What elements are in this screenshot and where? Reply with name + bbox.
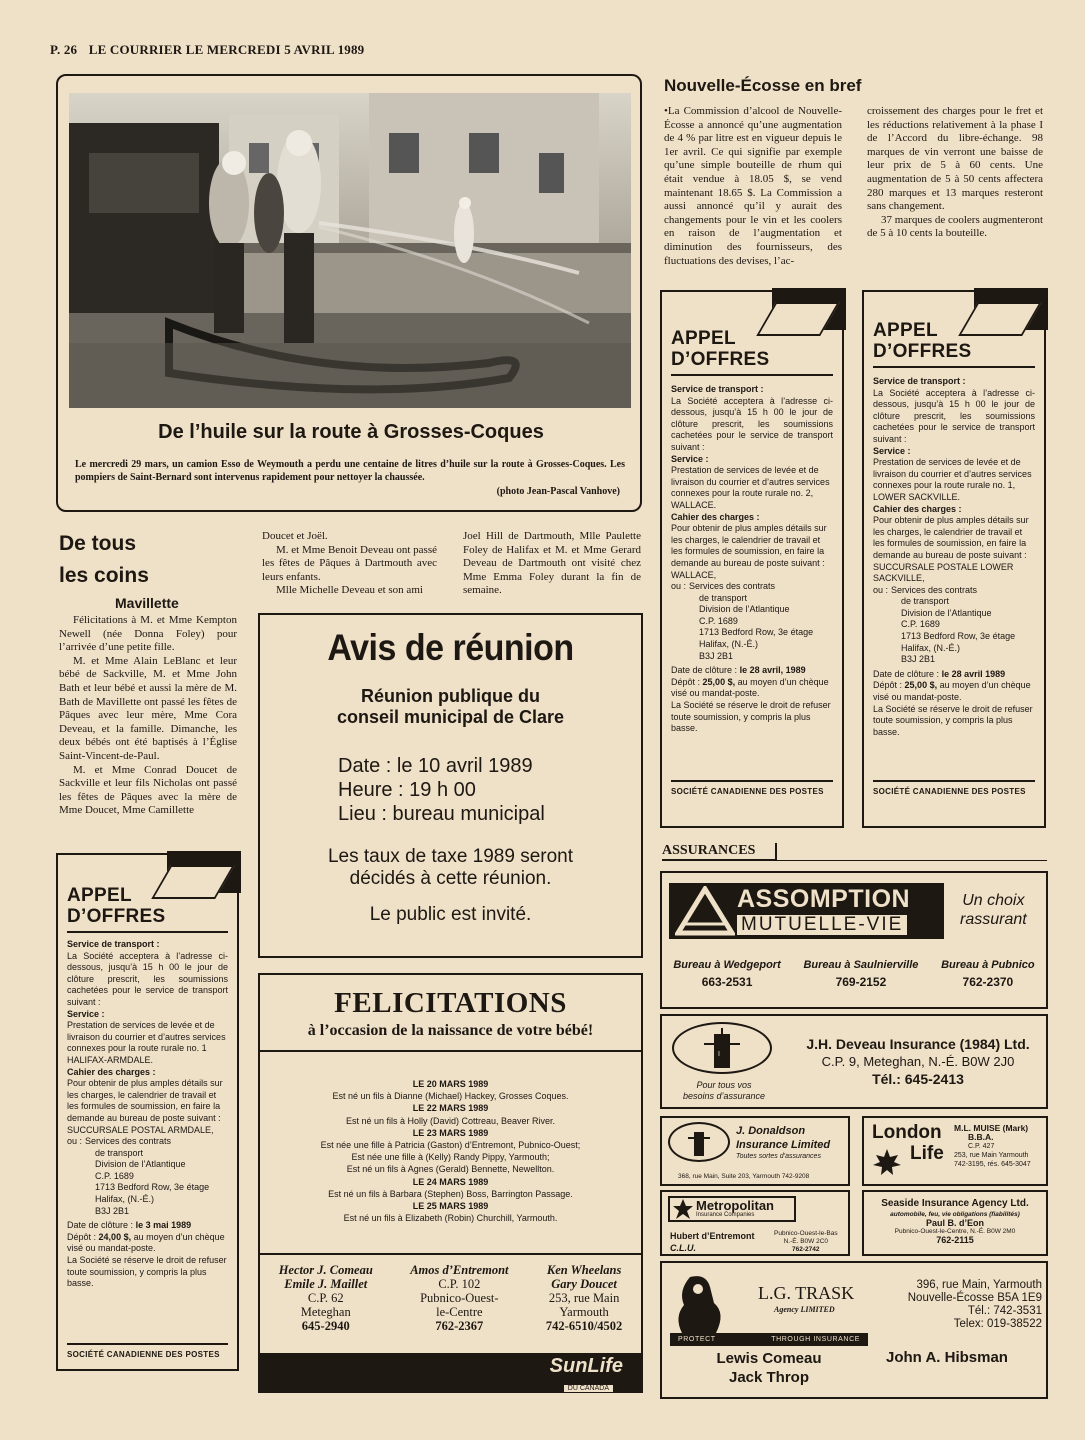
tous-col3 <box>463 530 641 598</box>
felicitations-title: FELICITATIONS <box>334 987 567 1019</box>
metropolitan-sub: Insurance Companies <box>696 1212 755 1218</box>
address-line: Nouvelle-Écosse B5A 1E9 <box>907 1292 1042 1304</box>
tous-title-line1: De tous <box>59 532 137 555</box>
label-cahier: Cahier des charges : <box>671 511 760 522</box>
divider <box>873 366 1035 368</box>
photo-story <box>56 74 642 512</box>
addr-line: Services des contrats <box>689 581 776 592</box>
office-block <box>941 959 1035 989</box>
assomption-name2: MUTUELLE-VIE <box>737 915 907 935</box>
photo-credit: (photo Jean-Pascal Vanhove) <box>496 486 620 497</box>
tous-c2-p1: Doucet et Joël. <box>262 530 328 542</box>
sunlife-logo: SunLife <box>549 1355 623 1377</box>
addr-line: C.P. 1689 <box>901 619 940 630</box>
birth-entry: Est né un fils à Agnes (Gerald) Bennette, Newellton. <box>346 1164 555 1175</box>
label-service-transport: Service de transport : <box>671 384 764 394</box>
appel-offres-sackville <box>862 290 1046 828</box>
label-ou: ou : <box>67 1136 83 1147</box>
tous-title <box>59 528 149 592</box>
agent-line: Amos d’Entremont <box>410 1263 509 1277</box>
label-cahier: Cahier des charges : <box>873 503 962 514</box>
assomption-slogan <box>960 891 1027 929</box>
bref-col1: •La Commission d’alcool de Nouvelle-Écosse a annoncé qu’une augmentation de 4 % par litre est en vigueur depuis le 1er avril. Ce qui signifie par exemple qu’une simple bouteille de rhum qui était vendue à 18.05 $, se vend maintenant 18.65 $. La Commission a aussi annoncé qu’il y aurait des changements pour le vin et les coolers en raison de l’augmentation et diminution des fournisseurs, des fluctuations des devises, l’ac- <box>664 105 842 267</box>
agent-line: 645-2940 <box>301 1319 350 1333</box>
addr-line: Halifax, (N.-É.) <box>95 1194 155 1205</box>
addr-line: 1713 Bedford Row, 3e étage <box>699 627 814 638</box>
appel-address <box>671 581 833 662</box>
appel-offres-armdale <box>56 853 239 1371</box>
assomption-offices <box>662 959 1046 989</box>
assomption-ad <box>660 871 1048 1009</box>
appel-title-line1: APPEL <box>67 885 132 906</box>
trask-agency: Agency LIMITED <box>774 1305 835 1314</box>
assurances-rule <box>777 860 1047 861</box>
label-date: Date de clôture : <box>671 665 738 676</box>
appel-address <box>67 1136 228 1217</box>
photo-headline: De l’huile sur la route à Grosses-Coques <box>158 421 544 443</box>
appel-service-text: Prestation de services de levée et de livraison du courrier et d’autres services connexes pour la route rurale no. 1 HALIFAX-ARMDALE. <box>67 1020 226 1065</box>
stamp-graphic <box>167 851 241 893</box>
agent-line: Hector J. Comeau <box>278 1263 373 1277</box>
addr-line: Halifax, (N.-É.) <box>901 642 961 653</box>
avis-date: Date : le 10 avril 1989 <box>338 755 533 777</box>
appel-reserve: La Société se réserve le droit de refuser toute soumission, y compris la plus basse. <box>873 703 1033 737</box>
deveau-address: C.P. 9, Meteghan, N.-É. B0W 2J0 <box>821 1054 1015 1069</box>
seaside-ad <box>862 1190 1048 1256</box>
appel-depot-rest: au moyen d’un chèque visé ou mandat-poste. <box>671 676 829 699</box>
deveau-phone: Tél.: 645-2413 <box>872 1071 964 1087</box>
address-line: 396, rue Main, Yarmouth <box>916 1279 1042 1291</box>
appel-title-line2: D’OFFRES <box>67 906 166 927</box>
london-address: 253, rue Main Yarmouth <box>954 1152 1029 1159</box>
assurances-label: ASSURANCES <box>662 843 777 861</box>
appel-title-line1: APPEL <box>873 320 938 341</box>
agent-block <box>279 1263 373 1333</box>
appel-reserve: La Société se réserve le droit de refuser toute soumission, y compris la plus basse. <box>67 1255 227 1289</box>
appel-cahier-text: Pour obtenir de plus amples détails sur les charges, le calendrier de travail et les formules de soumission, en faire la demande au bureau de poste suivant : SUCCURSALE POSTAL ARMDALE, <box>67 1078 223 1135</box>
agent-line: Yarmouth <box>559 1305 609 1319</box>
appel-depot-rest: au moyen d’un chèque visé ou mandat-poste. <box>873 680 1031 703</box>
assomption-logo <box>669 883 944 939</box>
agent-line: Pubnico-Ouest- <box>420 1291 499 1305</box>
label-date: Date de clôture : <box>67 1220 134 1231</box>
metropolitan-clu: C.L.U. <box>670 1243 696 1253</box>
trask-name: L.G. TRASK <box>758 1283 855 1303</box>
divider <box>260 1253 641 1255</box>
avis-subtitle1: Réunion publique du <box>361 686 540 706</box>
appel-date: le 28 avril, 1989 <box>739 665 806 676</box>
deveau-ad <box>660 1014 1048 1109</box>
trask-agent-right: John A. Hibsman <box>886 1349 1008 1366</box>
deveau-info <box>798 1036 1038 1087</box>
appel-intro: La Société acceptera à l’adresse ci-dessous, jusqu’à 15 h 00 le jour de clôture prescrit, les soumissions cachetées pour le service de transport suivant : <box>67 950 228 1007</box>
felicitations-subtitle: à l’occasion de la naissance de votre bébé! <box>307 1022 594 1039</box>
appel-date: le 28 avril 1989 <box>941 668 1006 679</box>
firefighters-photo <box>69 93 631 408</box>
avis-reunion <box>258 613 643 958</box>
appel-title-line1: APPEL <box>671 328 736 349</box>
tag-line: Pour tous vos <box>696 1080 752 1090</box>
agent-block <box>546 1263 622 1333</box>
band-text: THROUGH INSURANCE <box>771 1336 860 1343</box>
donaldson-name: Insurance Limited <box>736 1139 831 1151</box>
appel-date-row <box>67 1220 228 1232</box>
tous-c3-p1: Joel Hill de Dartmouth, Mlle Paulette Foley de Halifax et M. et Mme Gerard Deveau de Dartmouth ont visité chez Mme Emma Foley durant la fin de semaine. <box>463 530 641 597</box>
metropolitan-agent-name: Hubert d’Entremont <box>670 1231 755 1241</box>
tous-c2-p3: Mlle Michelle Deveau et son ami <box>276 584 423 597</box>
appel-reserve: La Société se réserve le droit de refuser toute soumission, y compris la plus basse. <box>671 700 831 734</box>
seaside-phone: 762-2115 <box>936 1235 974 1245</box>
trask-address <box>872 1279 1042 1331</box>
london-logo-line: London <box>872 1122 942 1143</box>
tous-c2-p2: M. et Mme Benoit Deveau ont passé les fêtes de Pâques à Dartmouth avec leurs enfants. <box>262 543 437 583</box>
appel-depot: 25,00 $, <box>702 676 736 687</box>
appel-depot: 24,00 $, <box>98 1231 132 1242</box>
page-header <box>50 42 364 58</box>
label-service-transport: Service de transport : <box>67 939 160 949</box>
appel-address-lines <box>689 581 813 662</box>
birth-entry: Est né un fils à Holly (David) Cottreau, Beaver River. <box>345 1115 556 1126</box>
tag-line: besoins d’assurance <box>682 1091 766 1101</box>
appel-service-text: Prestation de services de levée et de livraison du courrier et d’autres services connexes pour la route rurale no. 1, LOWER SACKVILLE. <box>873 457 1032 502</box>
agent-line: Emile J. Maillet <box>284 1277 368 1291</box>
metropolitan-name: Metropolitan <box>696 1198 774 1213</box>
label-service-transport: Service de transport : <box>873 376 966 386</box>
appel-body <box>67 939 228 1290</box>
addr-line: B3J 2B1 <box>699 650 734 661</box>
agent-line: C.P. 62 <box>307 1291 344 1305</box>
addr-line: Division de l’Atlantique <box>699 604 790 615</box>
addr-line: de transport <box>699 592 748 603</box>
seaside-address: Pubnico-Ouest-le-Centre, N.-É. B0W 2M0 <box>894 1228 1016 1235</box>
appel-title-line2: D’OFFRES <box>671 349 770 370</box>
bref-title: Nouvelle-Écosse en bref <box>664 76 862 95</box>
addr-line: Services des contrats <box>85 1136 172 1147</box>
appel-date-row <box>671 665 833 677</box>
appel-date-row <box>873 669 1035 681</box>
label-service: Service : <box>67 1008 105 1019</box>
trask-agent: Lewis Comeau <box>716 1350 822 1367</box>
birth-entry: Est né un fils à Dianne (Michael) Hackey, Grosses Coques. <box>332 1091 569 1102</box>
metropolitan-logo <box>668 1196 796 1222</box>
seaside-name: Seaside Insurance Agency Ltd. <box>881 1198 1029 1209</box>
stamp-graphic <box>974 288 1048 330</box>
label-date: Date de clôture : <box>873 668 940 679</box>
tous-p2: M. et Mme Alain LeBlanc et leur bébé de Sackville, M. et Mme John Bath et leur bébé et aussi la mère de M. Bath de Mavillette ont passé les fêtes de Pâques avec leur mère, Mme Cora Deveau, et la famille. Dimanche, les deux bébés ont été baptisés à l’Église Saint-Vincent-de-Paul. <box>59 654 237 762</box>
appel-depot-rest: au moyen d’un chèque visé ou mandat-poste. <box>67 1231 225 1254</box>
tous-title-line2: les coins <box>59 564 149 587</box>
tous-p3: M. et Mme Conrad Doucet de Sackville et leur fils Nicholas ont passé les fêtes de Pâques avec la mère de Mme Doucet, Mme Camillette <box>59 763 237 817</box>
trask-telex: Telex: 019-38522 <box>953 1318 1042 1330</box>
office-block <box>803 959 918 989</box>
london-life-ad <box>862 1116 1048 1186</box>
avis-subtitle2: conseil municipal de Clare <box>336 707 565 727</box>
appel-date: le 3 mai 1989 <box>135 1220 192 1231</box>
birth-entry: Est née une fille à (Kelly) Randy Pippy, Yarmouth; <box>351 1152 550 1163</box>
divider <box>67 931 228 933</box>
birth-date: LE 22 MARS 1989 <box>412 1103 489 1114</box>
appel-address-lines <box>891 585 1015 666</box>
metropolitan-ad <box>660 1190 850 1256</box>
label-service: Service : <box>873 445 911 456</box>
tous-p1: Félicitations à M. et Mme Kempton Newell (née Donna Foley) pour l’arrivée d’une petite fille. <box>59 614 237 654</box>
agent-block <box>410 1263 508 1333</box>
assomption-triangle-icon <box>675 886 735 936</box>
appel-address-lines <box>85 1136 209 1217</box>
agent-line: 253, rue Main <box>548 1291 620 1305</box>
avis-details <box>338 754 641 826</box>
windmill-icon <box>670 1124 728 1160</box>
birth-date: LE 24 MARS 1989 <box>412 1176 489 1187</box>
agent-line: Gary Doucet <box>551 1277 617 1291</box>
stamp-graphic <box>772 288 846 330</box>
label-depot: Dépôt : <box>67 1231 97 1242</box>
appel-title-line2: D’OFFRES <box>873 341 972 362</box>
appel-cahier-text: Pour obtenir de plus amples détails sur les charges, le calendrier de travail et les formules de soumission, en faire la demande au bureau de poste suivant : SUCCURSALE POSTALE LOWER SACKVILLE, <box>873 515 1029 584</box>
donaldson-ad <box>660 1116 850 1186</box>
assomption-name1: ASSOMPTION <box>737 885 911 913</box>
trask-agent: Jack Throp <box>728 1369 810 1386</box>
appel-depot-row <box>671 677 833 700</box>
divider <box>671 374 833 376</box>
office-phone: 769-2152 <box>835 975 887 989</box>
agent-line: 762-2367 <box>435 1319 484 1333</box>
office-phone: 663-2531 <box>701 975 753 989</box>
publication-title: LE COURRIER LE MERCREDI 5 AVRIL 1989 <box>88 42 365 57</box>
divider <box>260 1050 641 1052</box>
birth-entry: Est né un fils à Barbara (Stephen) Boss, Barrington Passage. <box>328 1188 573 1199</box>
appel-footer: SOCIÉTÉ CANADIENNE DES POSTES <box>671 780 833 796</box>
donaldson-tag: Toutes sortes d’assurances <box>736 1153 821 1160</box>
agents-row <box>260 1263 641 1333</box>
sunlife-sub: DU CANADA <box>564 1385 613 1392</box>
appel-intro: La Société acceptera à l’adresse ci-dessous, jusqu’à 15 h 00 le jour de clôture prescrit, les soumissions cachetées pour le service de transport suivant : <box>671 395 833 452</box>
birth-list <box>260 1078 641 1224</box>
tous-subhead: Mavillette <box>115 595 179 611</box>
addr-line: Division de l’Atlantique <box>95 1159 186 1170</box>
avis-taux1: Les taux de taxe 1989 seront <box>327 846 574 867</box>
deveau-tag <box>676 1080 772 1102</box>
appel-footer: SOCIÉTÉ CANADIENNE DES POSTES <box>67 1343 228 1359</box>
addr-line: de transport <box>95 1147 144 1158</box>
donaldson-logo <box>668 1122 730 1162</box>
avis-heure: Heure : 19 h 00 <box>338 779 476 801</box>
london-cp: C.P. 427 <box>968 1143 995 1150</box>
birth-entry: Est né un fils à Elizabeth (Robin) Churchill, Yarmouth. <box>343 1213 558 1224</box>
label-depot: Dépôt : <box>671 676 701 687</box>
birth-date: LE 25 MARS 1989 <box>412 1201 489 1212</box>
office-name: Bureau à Pubnico <box>941 959 1035 971</box>
addr-line: Services des contrats <box>891 584 978 595</box>
addr-line: Halifax, (N.-É.) <box>699 639 759 650</box>
agent-line: Meteghan <box>300 1305 351 1319</box>
london-agent: M.L. MUISE (Mark) <box>954 1123 1029 1133</box>
addr-line: 1713 Bedford Row, 3e étage <box>901 631 1016 642</box>
avis-taux2: décidés à cette réunion. <box>349 868 552 889</box>
addr-line: C.P. 1689 <box>95 1170 134 1181</box>
appel-footer: SOCIÉTÉ CANADIENNE DES POSTES <box>873 780 1035 796</box>
appel-cahier-text: Pour obtenir de plus amples détails sur les charges, le calendrier de travail et les formules de soumission, en faire la demande au bureau de poste suivant : WALLACE, <box>671 523 827 580</box>
avis-lieu: Lieu : bureau municipal <box>338 803 545 825</box>
addr-line: B3J 2B1 <box>95 1205 130 1216</box>
agent-line: Ken Wheelans <box>546 1263 622 1277</box>
tous-col2 <box>262 530 437 598</box>
london-phone: 742-3195, rés. 645-3047 <box>954 1161 1031 1168</box>
bref-col2 <box>867 105 1043 241</box>
trask-logo <box>670 1273 868 1349</box>
tous-col1 <box>59 614 237 818</box>
birth-entry: Est née une fille à Patricia (Gaston) d’Entremont, Pubnico-Ouest; <box>320 1140 581 1151</box>
address-line: N.-É. B0W 2C0 <box>783 1238 829 1245</box>
addr-line: B3J 2B1 <box>901 654 936 665</box>
donaldson-address: 368, rue Main, Suite 203, Yarmouth 742-9208 <box>678 1173 810 1180</box>
appel-address <box>873 585 1035 666</box>
appel-depot-row <box>873 680 1035 703</box>
london-logo-line: Life <box>910 1143 944 1164</box>
metropolitan-address <box>774 1230 838 1254</box>
svg-text:I: I <box>718 1051 720 1058</box>
deveau-name: J.H. Deveau Insurance (1984) Ltd. <box>806 1036 1030 1052</box>
trask-ad <box>660 1261 1048 1399</box>
label-ou: ou : <box>671 581 687 592</box>
band-text: PROTECT <box>678 1336 716 1343</box>
appel-depot-row <box>67 1232 228 1255</box>
avis-public: Le public est invité. <box>369 904 532 925</box>
appel-intro: La Société acceptera à l’adresse ci-dessous, jusqu’à 15 h 00 le jour de clôture prescrit, les soumissions cachetées pour le service de transport suivant : <box>873 387 1035 444</box>
slogan-line: Un choix <box>962 892 1025 909</box>
seaside-agent: Paul B. d’Eon <box>925 1218 984 1228</box>
agent-line: le-Centre <box>436 1305 483 1319</box>
addr-line: de transport <box>901 596 950 607</box>
agent-line: 742-6510/4502 <box>545 1319 623 1333</box>
maple-leaf-icon <box>872 1148 902 1178</box>
trask-phone: Tél.: 742-3531 <box>967 1305 1042 1317</box>
addr-line: Division de l’Atlantique <box>901 607 992 618</box>
photo-caption: Le mercredi 29 mars, un camion Esso de Weymouth a perdu une centaine de litres d’huile sur la route à Grosses-Coques. Les pompiers de Saint-Bernard sont intervenus rapidement pour nettoyer la chaussée. <box>75 459 625 483</box>
appel-offres-wallace <box>660 290 844 828</box>
birth-date: LE 20 MARS 1989 <box>412 1079 489 1089</box>
addr-line: 1713 Bedford Row, 3e étage <box>95 1182 210 1193</box>
appel-service-text: Prestation de services de levée et de livraison du courrier et d’autres services connexes pour la route rurale no. 2, WALLACE. <box>671 465 830 510</box>
page-number: P. 26 <box>50 42 78 57</box>
appel-body <box>671 384 833 735</box>
bref-col2-p2: 37 marques de coolers augmenteront de 5 à 10 cents la bouteille. <box>867 213 1043 240</box>
metropolitan-star-icon <box>672 1198 694 1220</box>
avis-title: Avis de réunion <box>327 627 574 669</box>
slogan-line: rassurant <box>960 911 1027 928</box>
birth-date: LE 23 MARS 1989 <box>412 1127 489 1138</box>
appel-depot: 25,00 $, <box>904 680 938 691</box>
office-block <box>673 959 780 989</box>
metropolitan-agent <box>670 1230 755 1254</box>
deveau-logo <box>672 1022 772 1074</box>
office-name: Bureau à Saulnierville <box>803 959 919 971</box>
london-info <box>954 1124 1031 1169</box>
label-depot: Dépôt : <box>873 680 903 691</box>
donaldson-name: J. Donaldson <box>736 1125 806 1137</box>
label-ou: ou : <box>873 584 889 595</box>
news-photo <box>69 93 631 408</box>
label-cahier: Cahier des charges : <box>67 1066 156 1077</box>
london-degree: B.B.A. <box>968 1132 994 1142</box>
felicitations-ad <box>258 973 643 1393</box>
trask-band <box>670 1333 868 1346</box>
office-phone: 762-2370 <box>962 975 1014 989</box>
bref-col2-p1: croissement des charges pour le fret et les réductions relativement à la phase I de l’Accord du libre-échange. 98 marques de vin verront une baisse de leur prix de 5 à 60 cents. Une augmentation de 5 à 50 cents affectera 280 marques et 13 marques resteront sans changement. <box>867 105 1043 213</box>
addr-line: C.P. 1689 <box>699 615 738 626</box>
donaldson-info <box>736 1124 830 1162</box>
windmill-icon <box>674 1024 770 1072</box>
address-line: 762-2742 <box>792 1246 820 1253</box>
office-name: Bureau à Wedgeport <box>673 959 781 971</box>
appel-body <box>873 376 1035 738</box>
seaside-tag: automobile, feu, vie obligations (fiabilités) <box>890 1211 1020 1218</box>
trask-agents-left <box>684 1349 854 1387</box>
address-line: Pubnico-Ouest-le-Bas <box>774 1230 838 1237</box>
label-service: Service : <box>671 453 709 464</box>
agent-line: C.P. 102 <box>438 1277 481 1291</box>
